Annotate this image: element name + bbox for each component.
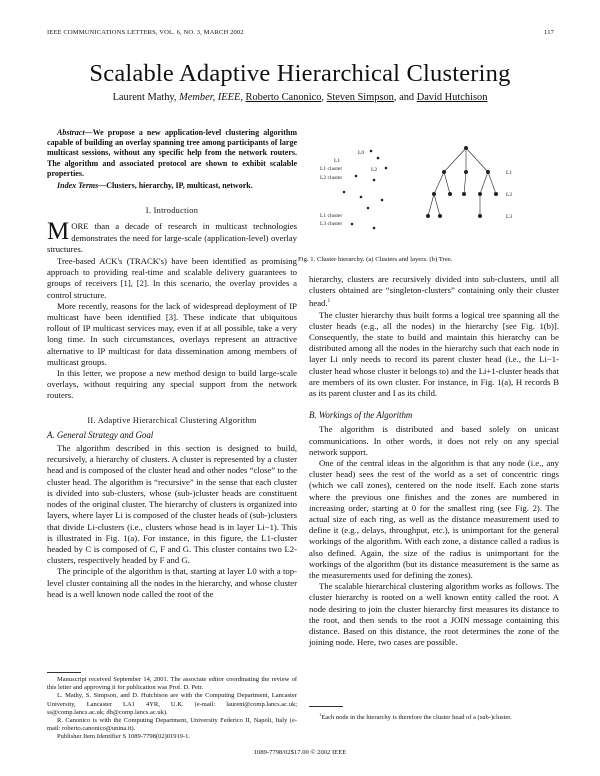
- fig-node: [355, 175, 358, 178]
- fig-node: [373, 179, 376, 182]
- col2-paragraph-5: The scalable hierarchical clustering algorithm works as follows. The cluster hierarchy is rooted on a well known entity called the root. A node desiring to join the cluster hierarchy first measures its distance to the root, and then sends to the root a JOIN message containing this distance. Based on this distance, the root determines the zone of the joining node. Here, two cases are possible.: [309, 581, 559, 648]
- left-column: [47, 128, 297, 600]
- index-terms: [47, 181, 297, 191]
- fig-label-l2: L2: [371, 167, 378, 173]
- page-footer: 1089-7798/02$17.00 © 2002 IEEE: [253, 749, 347, 756]
- tree-node: [478, 214, 482, 218]
- author-1-role: Member, IEEE: [179, 92, 241, 103]
- figure-caption: Fig. 1. Cluster hierarchy. (a) Clusters and layers. (b) Tree.: [298, 256, 453, 263]
- author-line: [0, 92, 600, 103]
- fig-node: [373, 227, 376, 230]
- section-2-paragraph-2: The principle of the algorithm is that, starting at layer L0 with a top-level cluster containing all the nodes in the hierarchy, and whose cluster head is a well known node called the root of the: [47, 566, 297, 599]
- left-footnotes: [47, 676, 297, 742]
- author-separator: ,: [321, 92, 327, 103]
- abstract: [47, 128, 297, 179]
- figure-cluster-hierarchy: [316, 140, 548, 245]
- footnote-received: Manuscript received September 14, 2001. The associate editor coordinating the review of this letter and approving it for publication was Prof. D. Petr.: [47, 676, 297, 692]
- intro-paragraph-2: Tree-based ACK's (TRACK's) have been identified as promising approach to providing real-time and scalable delivery guarantees to groups of receivers [1], [2]. In this scenario, the overlay provides a control structure.: [47, 256, 297, 300]
- author-1: Laurent Mathy,: [112, 92, 180, 103]
- fig-label-l0: L0: [358, 150, 365, 156]
- tree-node: [486, 170, 490, 174]
- fig-node: [360, 196, 363, 199]
- fig-label-l2-cluster: L2 cluster: [320, 175, 343, 181]
- fig-label-l1-cluster: L1 cluster: [320, 166, 343, 172]
- fig-node: [370, 150, 373, 153]
- running-header: [47, 29, 554, 39]
- fig-node: [381, 199, 384, 202]
- fig-label-l1: L1: [334, 158, 341, 164]
- fig-node: [377, 157, 380, 160]
- tree-node: [464, 170, 468, 174]
- index-terms-text: Clusters, hierarchy, IP, multicast, network.: [106, 181, 253, 191]
- footnote-1-text: Each node in the hierarchy is therefore the cluster head of a (sub-)cluster.: [321, 714, 512, 722]
- subsection-a-heading: A. General Strategy and Goal: [47, 429, 154, 440]
- footnote-affiliation-2: R. Canonico is with the Computing Department, University Federico II, Napoli, Italy (e-mail: roberto.canonico@unina.it).: [47, 717, 297, 733]
- author-4-link[interactable]: David Hutchison: [416, 92, 488, 103]
- tree-node: [426, 214, 430, 218]
- footnote-1: [309, 711, 559, 722]
- fig-node: [367, 207, 370, 210]
- index-terms-label: Index Terms—: [57, 181, 107, 191]
- intro-text-1: ORE than a decade of research in multicast technologies demonstrates the need for large-scale (application-level) overlay structures.: [47, 221, 297, 254]
- fig-label-l3-cluster: L3 cluster: [320, 221, 343, 227]
- tree-node: [432, 192, 436, 196]
- fig-label-l1-cluster-2: L1 cluster: [320, 213, 343, 219]
- footnote-publisher-id: Publisher Item Identifier S 1089-7798(02)01919-1.: [57, 733, 191, 741]
- footnote-rule-right: [309, 706, 343, 707]
- tree-node: [494, 192, 498, 196]
- author-2-link[interactable]: Roberto Canonico: [245, 92, 322, 103]
- fig-node: [343, 191, 346, 194]
- footnote-rule: [47, 672, 81, 673]
- col2-text-1: hierarchy, clusters are recursively divided into sub-clusters, until all clusters obtained are “singleton-clusters” containing only their cluster head.: [309, 274, 559, 309]
- col2-paragraph-3: The algorithm is distributed and based solely on unicast communications. In other words, it does not rely on any special network support.: [309, 424, 559, 457]
- tree-root-node: [464, 146, 468, 150]
- col2-paragraph-1: [309, 274, 559, 310]
- page-number: 117: [544, 29, 554, 36]
- author-separator: ,: [240, 92, 246, 103]
- tree-label-l1: L1: [506, 170, 513, 176]
- paper-title: Scalable Adaptive Hierarchical Clustering: [89, 60, 511, 87]
- tree-node: [438, 214, 442, 218]
- footnote-affiliation-1: L. Mathy, S. Simpson, and D. Hutchison are with the Computing Department, Lancaster University, Lancaster LA1 4YR, U.K. (e-mail: laurent@comp.lancs.ac.uk; ss@comp.lancs.ac.uk; dh@comp.lancs.ac.uk).: [47, 692, 297, 716]
- author-3-link[interactable]: Steven Simpson: [326, 92, 394, 103]
- tree-node: [478, 192, 482, 196]
- intro-paragraph-4: In this letter, we propose a new method design to build large-scale overlays, without requiring any special support from the network routers.: [47, 368, 297, 401]
- right-column: [309, 274, 559, 648]
- subsection-b-heading: B. Workings of the Algorithm: [309, 410, 413, 421]
- intro-paragraph-1: [47, 218, 297, 255]
- section-2-paragraph-1: The algorithm described in this section is designed to build, recursively, a hierarchy of clusters. A cluster is represented by a cluster head and is composed of the cluster head and other nodes “close” to the cluster head. The algorithm is “recursive” in the sense that each cluster is divided into sub-clusters, whose (sub-)cluster heads are constituent nodes of the original cluster. The hierarchy of clusters is organized into layers, where layer Li is composed of the cluster heads of (sub-)clusters that divide Li-clusters (i.e., clusters whose head is in layer Li−1). This is illustrated in Fig. 1(a). For instance, in this figure, the L1-cluster headed by C is composed of C, F and G. This cluster contains two L2-clusters, respectively headed by F and G.: [47, 443, 297, 566]
- footnote-marker: 1: [327, 299, 331, 305]
- section-1-heading: I. Introduction: [145, 206, 199, 216]
- drop-cap: M: [47, 218, 70, 246]
- right-footnote: [309, 711, 559, 722]
- footnote-1-marker: 1: [319, 712, 322, 717]
- section-2-heading: II. Adaptive Hierarchical Clustering Algorithm: [87, 415, 257, 425]
- journal-header: IEEE COMMUNICATIONS LETTERS, VOL. 6, NO. 3, MARCH 2002: [47, 29, 244, 36]
- tree-label-l3: L3: [506, 214, 513, 220]
- tree-node: [462, 192, 466, 196]
- intro-paragraph-3: More recently, reasons for the lack of widespread deployment of IP multicast have been identified [3]. These indicate that ubiquitous rollout of IP multicast services may, even if at all possible, take a very long time. In such circumstances, overlays represent an attractive alternative to IP multicast for data dissemination among members of multicast groups.: [47, 300, 297, 367]
- col2-paragraph-2: The cluster hierarchy thus built forms a logical tree spanning all the cluster heads (e.g., all the nodes) in the hierarchy [see Fig. 1(b)]. Consequently, the state to build and maintain this hierarchy can be distributed among all the nodes in the hierarchy such that each node in layer Li only needs to record its parent cluster head (i.e., the Li−1-cluster head whose cluster it belongs to) and the Li+1-cluster heads that are members of its own cluster. For instance, in Fig. 1(a), H records B as its parent cluster and I as its child.: [309, 309, 559, 398]
- tree-node: [448, 192, 452, 196]
- abstract-label: Abstract—: [57, 128, 93, 137]
- tree-node: [442, 170, 446, 174]
- col2-paragraph-4: One of the central ideas in the algorithm is that any node (i.e., any cluster head) sees the rest of the world as a set of concentric rings (which we call zones), centered on the node itself. Each zone starts where the previous one finishes and the zones are numbered in increasing order, starting at 0 for the smallest ring (see Fig. 2). The actual size of each ring, as well as the distance measurement used to define it (e.g., delays, throughput, etc.), is unimportant for the general workings of the algorithm. With each zone, a distance called a radius is also defined. Again, the size of the radius is unimportant for the workings of the algorithm (but its distance measurement is the same as the measurements used for defining the zones).: [309, 457, 559, 580]
- tree-label-l2: L2: [506, 192, 513, 198]
- abstract-text: We propose a new application-level clustering algorithm capable of building an overlay spanning tree among participants of large multicast sessions, without any specific help from the network routers. The algorithm and associated protocol are shown to exhibit scalable properties.: [47, 128, 297, 178]
- fig-node: [385, 167, 388, 170]
- author-separator: , and: [393, 92, 417, 103]
- fig-node: [351, 223, 354, 226]
